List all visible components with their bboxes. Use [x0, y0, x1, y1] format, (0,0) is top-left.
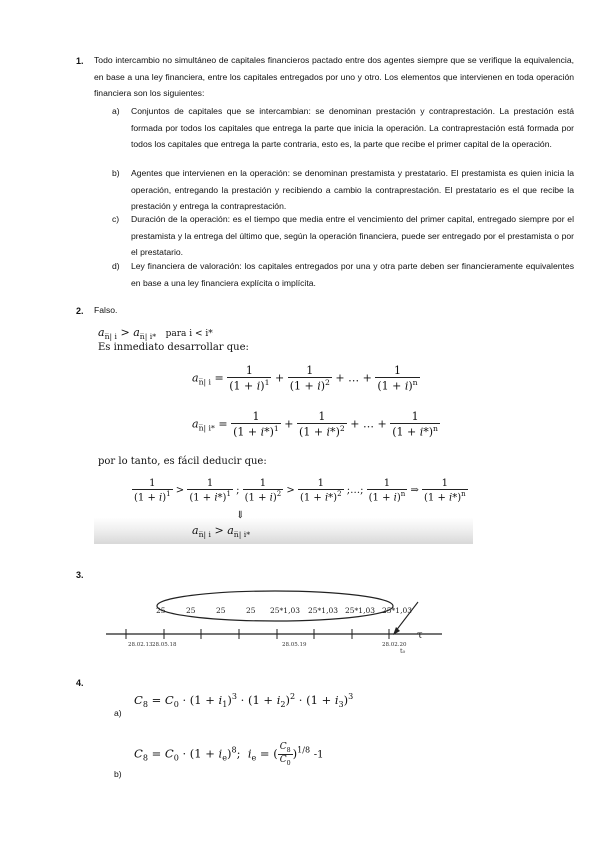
- question-number-1: 1.: [76, 56, 84, 66]
- equation-b: $C_8 = C_0 \cdot (1 + i_e)^8$; $i_e$ = ( $\frac{C_8}{C_0}$ )$^{1/8}$ -1: [134, 742, 324, 767]
- date-label: 28.02.13: [128, 642, 153, 648]
- equation-annuity-i: $a_{n̅| i}$ = $\frac{1}{(1 + i)^1}$ + $\frac{1}{(1 + i)^2}$ + … + $\frac{1}{(1 + i)^n}$: [192, 364, 418, 393]
- item-label: d): [112, 261, 120, 271]
- equation-a: $C_8 = C_0 \cdot (1 + i_1)^3 \cdot (1 + i_2)^2 \cdot (1 + i_3)^3$: [134, 692, 354, 710]
- question-number-4: 4.: [76, 678, 84, 688]
- scanned-math-image: [94, 322, 473, 544]
- list-item: [112, 258, 574, 291]
- question-1-intro: Todo intercambio no simultáneo de capitales financieros pactado entre dos agentes siempre que se verifique la equivalencia, en base a una ley financiera, entre los capitales entregados por uno y otro. Los elementos que intervienen en toda operación financiera son los siguientes:: [94, 55, 574, 99]
- item-b-label: b): [114, 769, 122, 779]
- item-text: Duración de la operación: es el tiempo que media entre el vencimiento del primer capital, entregado siempre por el prestamista y la entrega del último que, según la operación financiera, puede ser entregado por el prestamista o por el prestatario.: [131, 214, 574, 258]
- date-label: 28.05.19: [282, 642, 307, 648]
- equation-annuity-istar: $a_{n̅| i*}$ = $\frac{1}{(1 + i*)^1}$ + $\frac{1}{(1 + i*)^2}$ + … + $\frac{1}{(1 + i*)^n}$: [192, 410, 438, 439]
- amount-label: 25: [186, 606, 196, 615]
- item-label: c): [112, 214, 120, 224]
- item-label: a): [112, 106, 120, 116]
- date-label: 28.05.18: [152, 642, 177, 648]
- conclusion-inequality: $a_{n̅| i} > a_{n̅| i*}$: [192, 524, 251, 540]
- question-number-3: 3.: [76, 570, 84, 580]
- amount-label: 25: [216, 606, 226, 615]
- tau-label: τ: [417, 630, 423, 641]
- amount-label: 25: [156, 606, 166, 615]
- amount-label: 25*1,03: [270, 606, 300, 615]
- item-label: b): [112, 168, 120, 178]
- amount-label: 25*1,03: [345, 606, 375, 615]
- cashflow-timeline-diagram: [104, 582, 476, 658]
- scan-text-2: por lo tanto, es fácil deducir que:: [98, 456, 267, 467]
- equation-comparison: $\frac{1}{(1 + i)^1}$ > $\frac{1}{(1 + i*)^1}$ ; $\frac{1}{(1 + i)^2}$ > $\frac{1}{(1 + i*)^2}$ ;…; $\frac{1}{(1 + i)^n}$ ⇒ $\frac{1}{(1 + i*)^n}$: [134, 478, 466, 504]
- t0-label: t₀: [400, 647, 406, 655]
- implies-down-arrow: ⇓: [236, 510, 245, 521]
- item-text: Agentes que intervienen en la operación: se denominan prestamista y prestatario. El prestamista es quien inicia la operación, entregando la prestación y recibiendo a cambio la contraprestación. El prestatario es el que recibe la prestación y entrega la contraprestación.: [131, 168, 574, 212]
- question-number-2: 2.: [76, 306, 84, 316]
- inequality-line: $a_{n̅| i} > a_{n̅| i*}$ para i < i*: [98, 326, 213, 342]
- list-item: [112, 103, 574, 153]
- item-text: Conjuntos de capitales que se intercambian: se denominan prestación y contraprestación. La prestación está formada por todos los capitales que entrega la parte que inicia la operación. La contraprestación está formada por todos los capitales que entrega la parte contraria, esto es, la parte que recibe el primer capital de la operación.: [131, 106, 574, 150]
- date-label: 28.02.20: [382, 642, 407, 648]
- amount-label: 25: [246, 606, 256, 615]
- item-a-label: a): [114, 708, 122, 718]
- list-item: [112, 165, 574, 215]
- amount-label: 25*1,03: [382, 606, 412, 615]
- question-2-answer: Falso.: [94, 305, 118, 315]
- list-item: [112, 211, 574, 261]
- scan-text-1: Es inmediato desarrollar que:: [98, 342, 249, 353]
- amount-label: 25*1,03: [308, 606, 338, 615]
- item-text: Ley financiera de valoración: los capitales entregados por una y otra parte deben ser financieramente equivalentes en base a una ley financiera explícita o implícita.: [131, 261, 574, 288]
